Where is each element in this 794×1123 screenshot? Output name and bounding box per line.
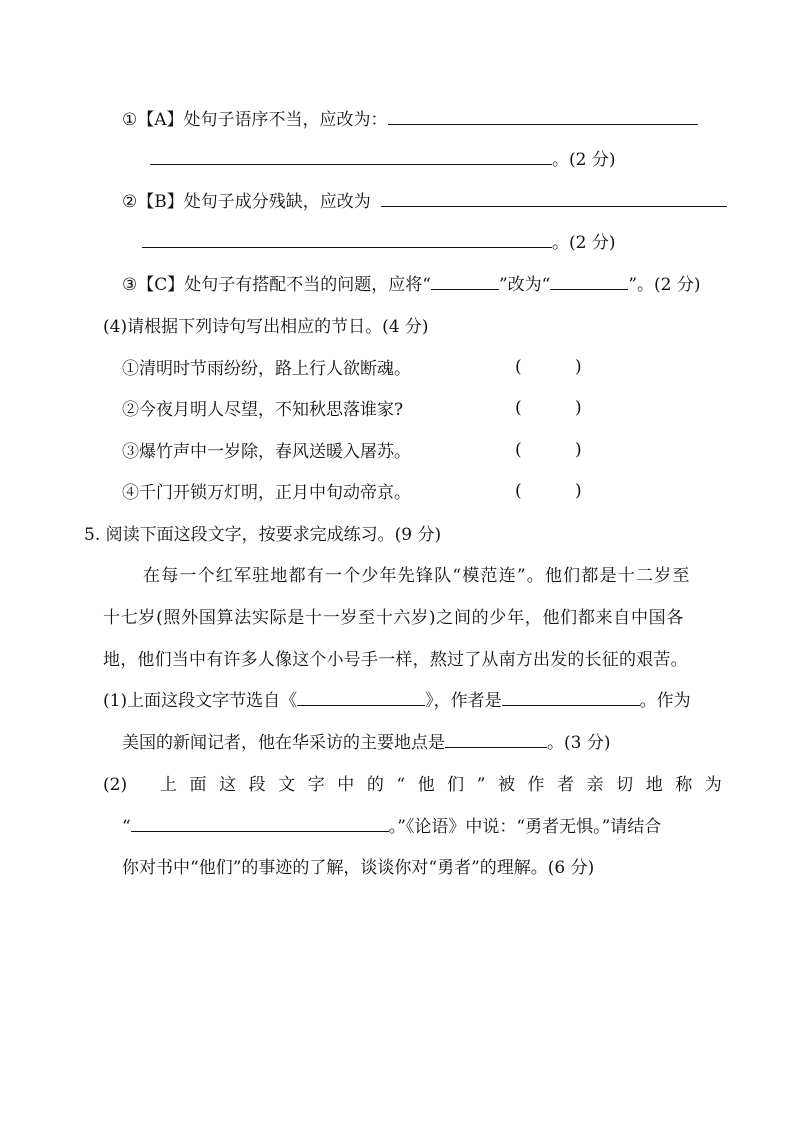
q3-a-text: ①【A】处句子语序不当，应改为： bbox=[122, 110, 388, 130]
q4-paren-open-3: ( bbox=[515, 440, 522, 460]
q5-sub2-label: (2) bbox=[103, 775, 128, 795]
q4-paren-close-4: ) bbox=[575, 481, 582, 501]
q5-sub2-char: 称 bbox=[675, 775, 693, 795]
q5-sub2-char: 的 bbox=[366, 775, 384, 795]
q4-paren-open-2: ( bbox=[515, 398, 522, 418]
q5-sub2-line2 bbox=[122, 815, 661, 839]
q5-passage-text-1: 在每一个红军驻地都有一个少年先锋队“模范连”。他们都是十二岁至 bbox=[143, 566, 691, 586]
q5-passage-line-1 bbox=[143, 564, 721, 588]
q4-paren-close-1: ) bbox=[575, 357, 582, 377]
q5-passage-line-2: 十七岁(照外国算法实际是十一岁至十六岁)之间的少年，他们都来自中国各 bbox=[103, 608, 685, 628]
q3-b-blank-2[interactable] bbox=[142, 231, 552, 248]
q3-c-blank-1[interactable] bbox=[431, 273, 499, 290]
q5-sub2-char: 为 bbox=[704, 775, 722, 795]
q5-sub2-char: 这 bbox=[219, 775, 237, 795]
q5-sub2-line1 bbox=[160, 773, 722, 797]
q5-sub2-char: 中 bbox=[337, 775, 355, 795]
q5-sub2-line3: 你对书中“他们”的事迹的了解，谈谈你对“勇者”的理解。(6 分) bbox=[122, 858, 595, 878]
q5-sub2-char: 亲 bbox=[586, 775, 604, 795]
q4-item-2: ②今夜月明人尽望，不知秋思落谁家? bbox=[122, 400, 404, 420]
q5-sub2-char: 他 bbox=[417, 775, 435, 795]
q5-sub2-char: “ bbox=[396, 775, 406, 795]
q5-sub2-char: 被 bbox=[497, 775, 515, 795]
q5-sub2-char: 面 bbox=[189, 775, 207, 795]
q5-sub2-char: 地 bbox=[645, 775, 663, 795]
q4-paren-open-1: ( bbox=[515, 357, 522, 377]
q5-sub1-line2 bbox=[122, 731, 610, 755]
q3-a-blank-2[interactable] bbox=[150, 148, 552, 165]
q5-sub2-line2-post: 。”《论语》中说：“勇者无惧。”请结合 bbox=[388, 817, 662, 837]
q5-sub2-char: 上 bbox=[160, 775, 177, 795]
q3-c-pre: ③【C】处句子有搭配不当的问题，应将“ bbox=[122, 275, 431, 295]
q5-sub2-char: 者 bbox=[557, 775, 575, 795]
q4-item-3: ③爆竹声中一岁除，春风送暖入屠苏。 bbox=[122, 442, 411, 462]
q4-paren-close-3: ) bbox=[575, 440, 582, 460]
q3-a-line2 bbox=[150, 148, 615, 172]
q5-sub1-book-blank[interactable] bbox=[297, 689, 425, 706]
q5-sub1-pre: (1)上面这段文字节选自《 bbox=[103, 691, 298, 711]
q3-b-blank-1[interactable] bbox=[381, 190, 727, 207]
q5-sub1-line1 bbox=[103, 689, 691, 713]
q5-sub1-end: 。作为 bbox=[639, 691, 691, 711]
q4-paren-open-4: ( bbox=[515, 481, 522, 501]
q4-prompt: (4)请根据下列诗句写出相应的节日。(4 分) bbox=[103, 317, 429, 337]
q3-c-mid: ”改为“ bbox=[498, 275, 551, 295]
q5-sub1-location-blank[interactable] bbox=[445, 731, 547, 748]
q3-a-blank-1[interactable] bbox=[388, 108, 698, 125]
q5-sub2-char: 们 bbox=[447, 775, 465, 795]
q5-sub1-author-blank[interactable] bbox=[502, 689, 640, 706]
q4-paren-close-2: ) bbox=[575, 398, 582, 418]
q3-a-end: 。(2 分) bbox=[552, 150, 616, 170]
q5-sub1-mid: 》，作者是 bbox=[425, 691, 502, 711]
q5-sub2-char: 作 bbox=[527, 775, 545, 795]
q5-sub1-line2-end: 。(3 分) bbox=[547, 733, 611, 753]
q4-item-1: ①清明时节雨纷纷，路上行人欲断魂。 bbox=[122, 359, 411, 379]
q3-b-line2 bbox=[142, 231, 615, 255]
q4-item-4: ④千门开锁万灯明，正月中旬动帝京。 bbox=[122, 483, 411, 503]
q5-heading: 5. 阅读下面这段文字，按要求完成练习。(9 分) bbox=[84, 525, 442, 545]
q5-sub2-char: 切 bbox=[616, 775, 634, 795]
q5-sub2-char: 文 bbox=[278, 775, 296, 795]
q5-sub2-char: 字 bbox=[307, 775, 325, 795]
q3-a-line bbox=[122, 108, 698, 132]
q3-c-line bbox=[122, 273, 701, 297]
q3-b-line bbox=[122, 190, 727, 214]
q3-b-text: ②【B】处句子成分残缺，应改为 bbox=[122, 192, 371, 212]
q3-c-blank-2[interactable] bbox=[550, 273, 628, 290]
q5-sub2-line2-pre: “ bbox=[122, 817, 131, 837]
q3-b-end: 。(2 分) bbox=[552, 233, 616, 253]
q5-sub2-char: ” bbox=[476, 775, 486, 795]
q5-sub2-char: 段 bbox=[248, 775, 266, 795]
q5-passage-line-3: 地，他们当中有许多人像这个小号手一样，熬过了从南方出发的长征的艰苦。 bbox=[103, 650, 688, 670]
q5-sub1-line2-pre: 美国的新闻记者，他在华采访的主要地点是 bbox=[122, 733, 445, 753]
q5-sub2-name-blank[interactable] bbox=[131, 815, 389, 832]
q3-c-end: ”。(2 分) bbox=[628, 275, 701, 295]
